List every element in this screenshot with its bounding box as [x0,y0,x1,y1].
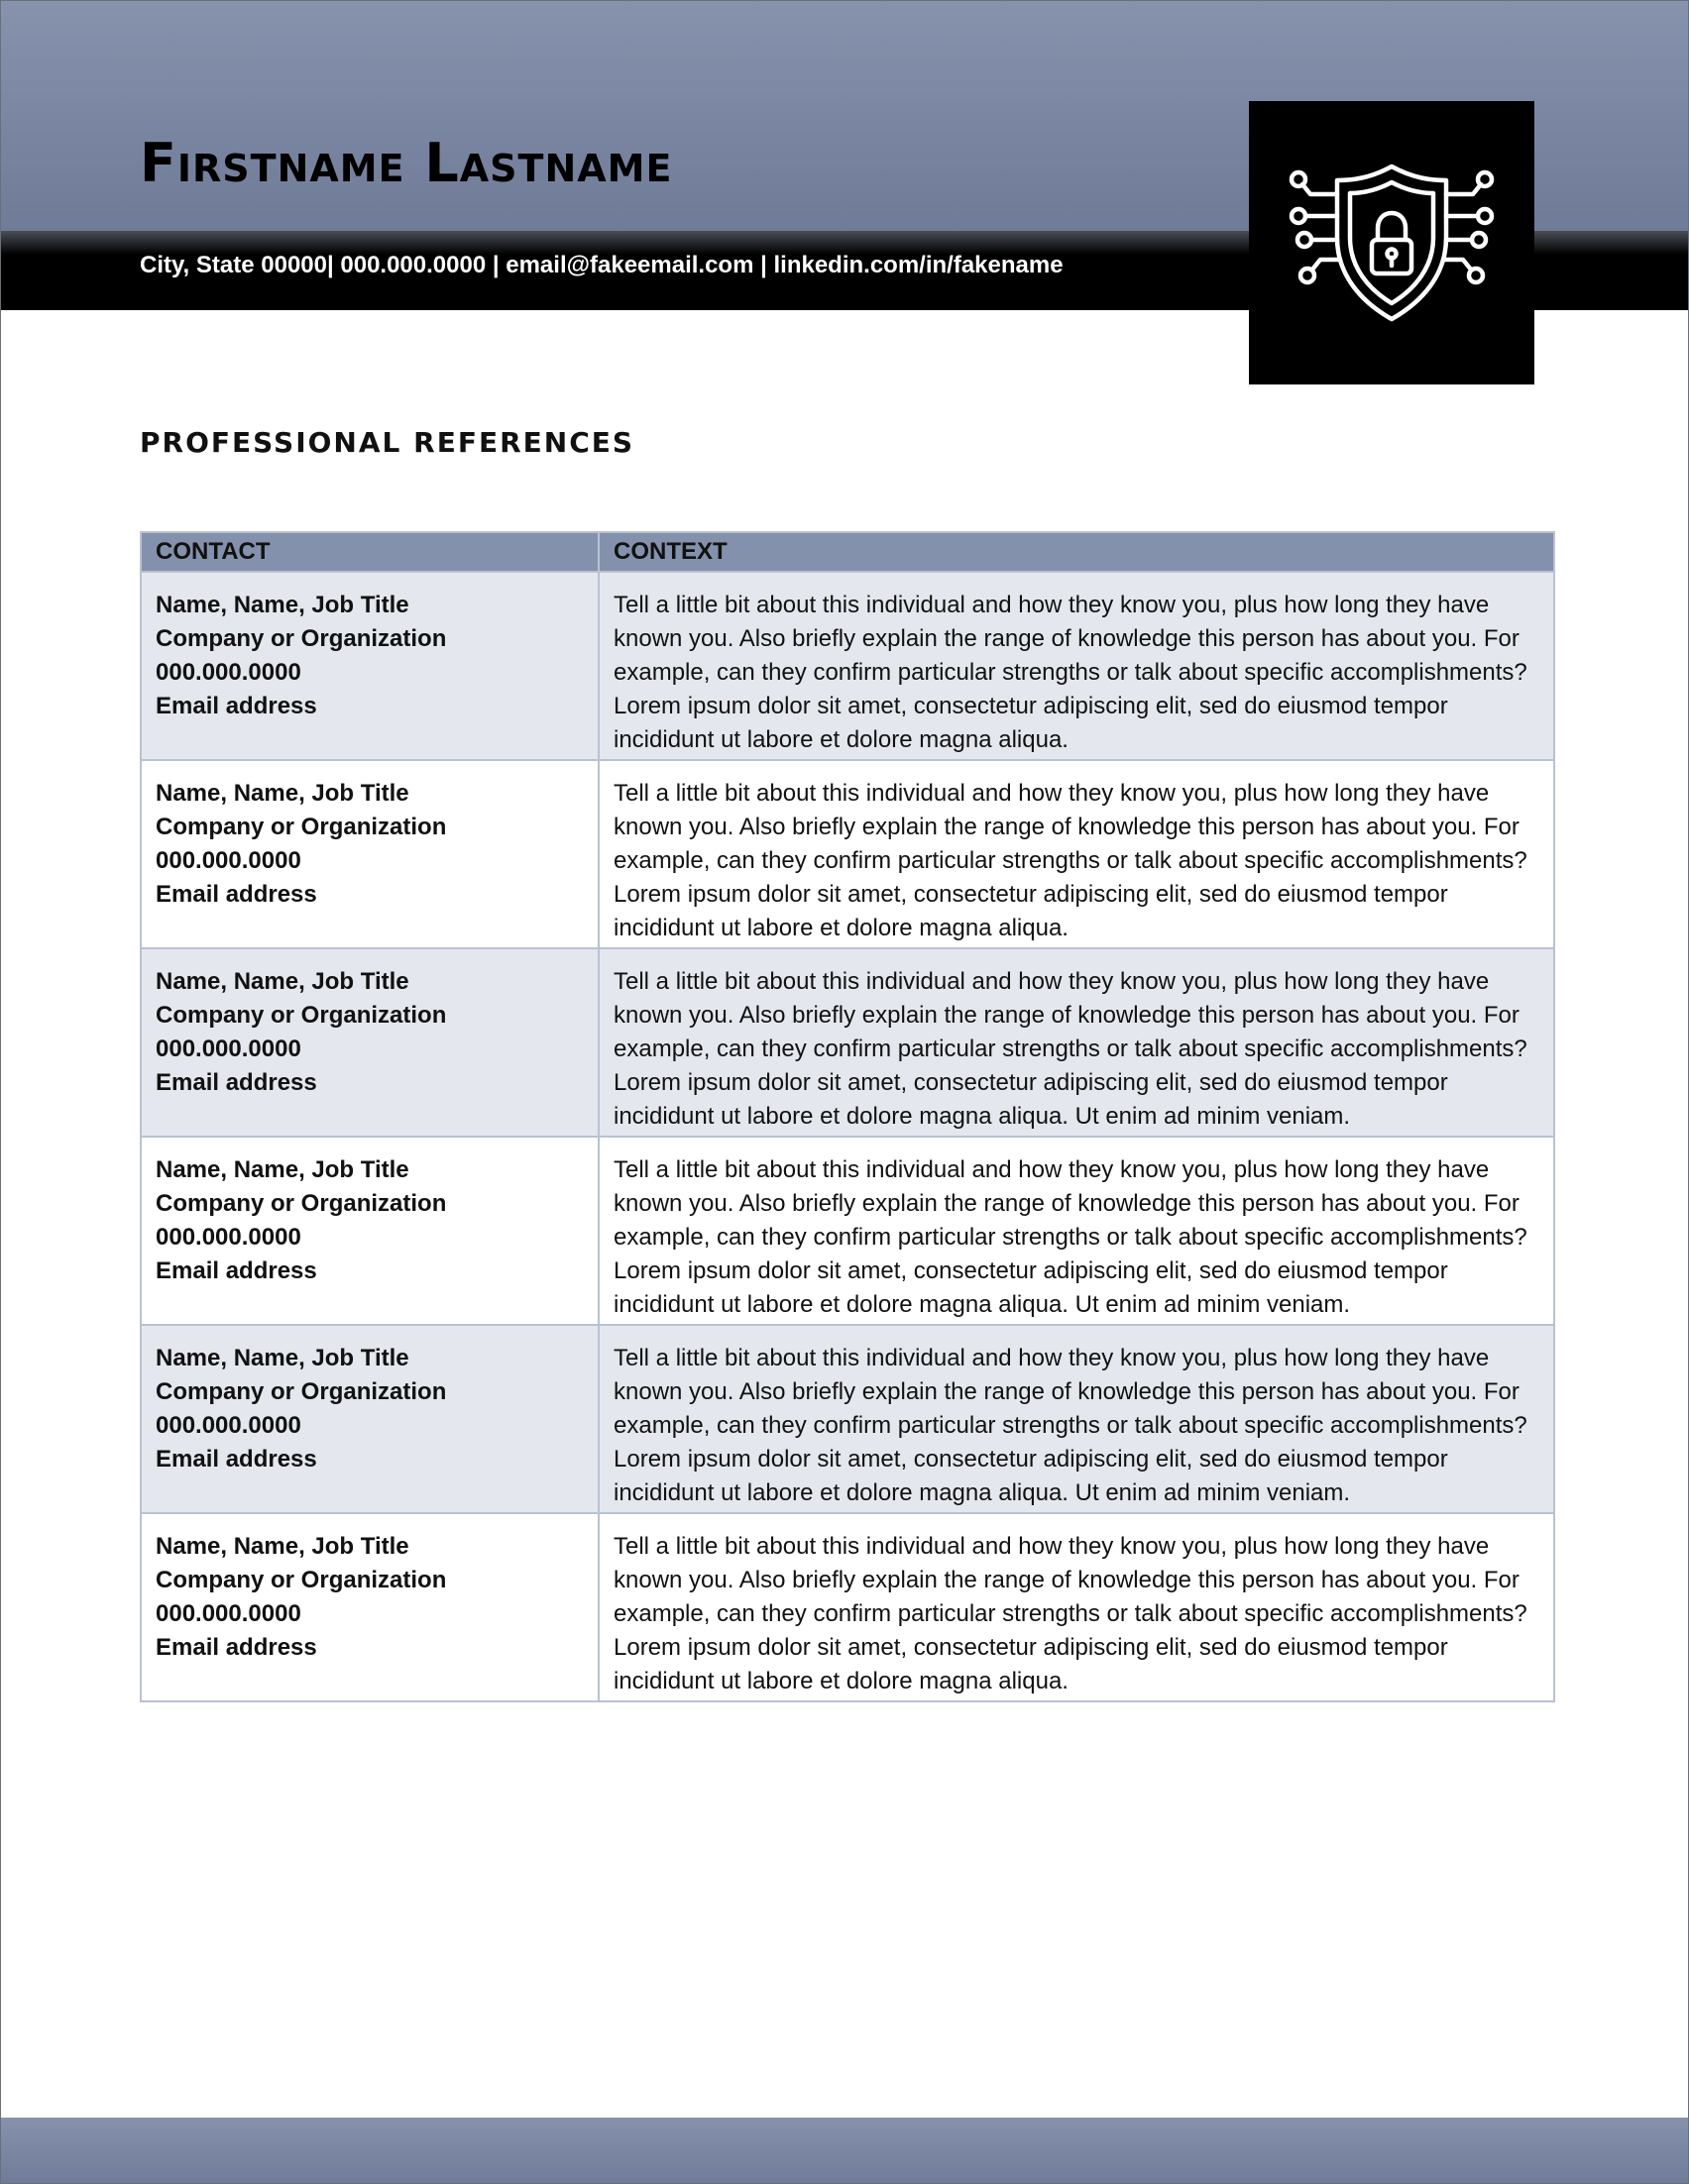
context-cell: Tell a little bit about this individual and how they know you, plus how long they have known you. Also briefly explain the range of knowledge this person has about you. For example, can they confirm particular strengths or talk about specific accomplishments? Lorem ipsum dolor sit amet, consectetur adipiscing elit, sed do eiusmod tempor incididunt ut labore et dolore magna aliqua. Ut enim ad minim veniam. [599,1137,1554,1325]
reference-email: Email address [156,1069,317,1096]
reference-phone: 000.000.0000 [156,1224,301,1251]
reference-phone: 000.000.0000 [156,659,301,686]
reference-name: Name, Name, Job Title [156,592,409,618]
candidate-name: Firstname Lastname [140,132,673,194]
reference-organization: Company or Organization [156,1002,447,1029]
logo [1249,101,1534,384]
contact-cell [141,1137,599,1325]
context-cell: Tell a little bit about this individual and how they know you, plus how long they have known you. Also briefly explain the range of knowledge this person has about you. For example, can they confirm particular strengths or talk about specific accomplishments? Lorem ipsum dolor sit amet, consectetur adipiscing elit, sed do eiusmod tempor incididunt ut labore et dolore magna aliqua. [599,1513,1554,1701]
column-header-contact: CONTACT [141,532,599,572]
reference-phone: 000.000.0000 [156,1036,301,1062]
contact-cell [141,760,599,948]
reference-name: Name, Name, Job Title [156,1156,409,1183]
reference-phone: 000.000.0000 [156,1600,301,1627]
reference-phone: 000.000.0000 [156,1412,301,1439]
footer-band [0,2118,1689,2184]
shield-lock-circuit-icon [1283,149,1501,337]
reference-email: Email address [156,881,317,908]
reference-organization: Company or Organization [156,814,447,840]
reference-email: Email address [156,1634,317,1661]
table-row [141,572,1554,760]
table-row [141,1513,1554,1701]
context-cell: Tell a little bit about this individual and how they know you, plus how long they have known you. Also briefly explain the range of knowledge this person has about you. For example, can they confirm particular strengths or talk about specific accomplishments? Lorem ipsum dolor sit amet, consectetur adipiscing elit, sed do eiusmod tempor incididunt ut labore et dolore magna aliqua. Ut enim ad minim veniam. [599,948,1554,1137]
table-row [141,948,1554,1137]
reference-organization: Company or Organization [156,1378,447,1405]
reference-name: Name, Name, Job Title [156,1533,409,1560]
table-row [141,1325,1554,1513]
reference-email: Email address [156,1446,317,1473]
table-header-row [141,532,1554,572]
contact-info: City, State 00000| 000.000.0000 | email@fakeemail.com | linkedin.com/in/fakename [140,252,1064,278]
column-header-context: CONTEXT [599,532,1554,572]
references-table [140,531,1555,1702]
reference-organization: Company or Organization [156,625,447,652]
reference-email: Email address [156,1257,317,1284]
context-cell: Tell a little bit about this individual and how they know you, plus how long they have known you. Also briefly explain the range of knowledge this person has about you. For example, can they confirm particular strengths or talk about specific accomplishments? Lorem ipsum dolor sit amet, consectetur adipiscing elit, sed do eiusmod tempor incididunt ut labore et dolore magna aliqua. [599,760,1554,948]
reference-name: Name, Name, Job Title [156,968,409,995]
contact-cell [141,1325,599,1513]
contact-cell [141,572,599,760]
reference-email: Email address [156,693,317,719]
contact-cell [141,948,599,1137]
table-row [141,1137,1554,1325]
contact-cell [141,1513,599,1701]
reference-name: Name, Name, Job Title [156,1345,409,1371]
table-row [141,760,1554,948]
reference-organization: Company or Organization [156,1190,447,1217]
reference-phone: 000.000.0000 [156,847,301,874]
reference-organization: Company or Organization [156,1567,447,1593]
section-heading: PROFESSIONAL REFERENCES [140,426,635,459]
reference-name: Name, Name, Job Title [156,780,409,807]
context-cell: Tell a little bit about this individual and how they know you, plus how long they have known you. Also briefly explain the range of knowledge this person has about you. For example, can they confirm particular strengths or talk about specific accomplishments? Lorem ipsum dolor sit amet, consectetur adipiscing elit, sed do eiusmod tempor incididunt ut labore et dolore magna aliqua. [599,572,1554,760]
context-cell: Tell a little bit about this individual and how they know you, plus how long they have known you. Also briefly explain the range of knowledge this person has about you. For example, can they confirm particular strengths or talk about specific accomplishments? Lorem ipsum dolor sit amet, consectetur adipiscing elit, sed do eiusmod tempor incididunt ut labore et dolore magna aliqua. Ut enim ad minim veniam. [599,1325,1554,1513]
